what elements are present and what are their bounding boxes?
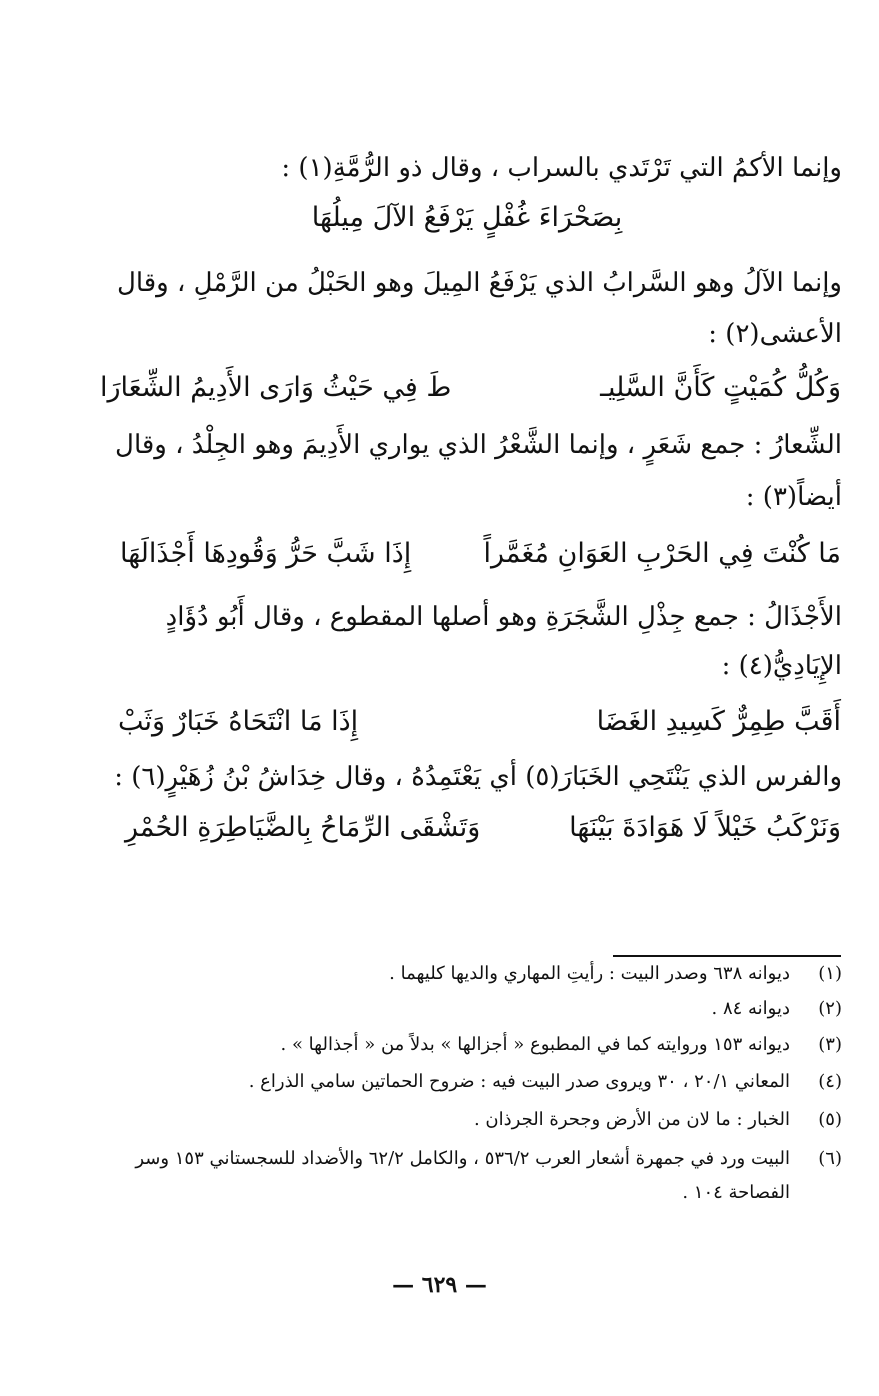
verse-second-hemistich: وَتَشْقَى الرِّمَاحُ بِالضَّيَاطِرَةِ الحُمْرِ [125,812,481,843]
verse-second-hemistich: إِذَا شَبَّ حَرُّ وَقُودِهَا أَجْذَالَهَا [120,538,412,569]
verse-first-hemistich: أَقَبَّ طِمِرٌّ كَسِيدِ الغَضَا [596,706,841,737]
prose-line: الشِّعارُ : جمع شَعَرٍ ، وإنما الشَّعْرُ الذي يواري الأَدِيمَ وهو الجِلْدُ ، وقال [115,430,842,460]
prose-line: والفرس الذي يَنْتَحِي الخَبَارَ(٥) أي يَعْتَمِدُهُ ، وقال خِدَاشُ بْنُ زُهَيْرٍ(٦) : [114,762,842,792]
footnote-text: البيت ورد في جمهرة أشعار العرب ٥٣٦/٢ ، والكامل ٦٢/٢ والأضداد للسجستاني ١٥٣ وسر [135,1148,790,1169]
footnote-text: المعاني ٢٠/١ ، ٣٠ ويروى صدر البيت فيه : ضروح الحماتين سامي الذراع . [248,1071,790,1092]
verse-first-hemistich: وَكُلُّ كُمَيْتٍ كَأَنَّ السَّلِيـ [600,372,841,403]
prose-line: أيضاً(٣) : [745,482,842,512]
footnote-number: (٢) [818,998,842,1019]
footnote-number: (٤) [818,1071,842,1092]
verse-second-hemistich: إِذَا مَا انْتَحَاهُ خَبَارٌ وَثَبْ [118,706,359,737]
page-number: — ٦٢٩ — [392,1272,487,1298]
footnote-number: (٥) [818,1109,842,1130]
footnote-text: ديوانه ٦٣٨ وصدر البيت : رأيتِ المهاري والديها كليهما . [389,963,790,984]
verse-second-hemistich: طَ فِي حَيْثُ وَارَى الأَدِيمُ الشِّعَارَا [100,372,452,403]
footnote-number: (٣) [818,1034,842,1055]
footnote-number: (١) [818,963,842,984]
prose-line: وإنما الآلُ وهو السَّرابُ الذي يَرْفَعُ المِيلَ وهو الحَبْلُ من الرَّمْلِ ، وقال [116,268,842,298]
footnote-text: الخبار : ما لان من الأرض وجحرة الجرذان . [473,1109,790,1130]
footnote-number: (٦) [818,1148,842,1169]
verse-first-hemistich: مَا كُنْتَ فِي الحَرْبِ العَوَانِ مُغَمَّراً [483,538,841,569]
footnote-text: ديوانه ١٥٣ وروايته كما في المطبوع « أجزالها » بدلاً من « أجذالها » . [280,1034,790,1055]
prose-line: الإِيَادِيُّ(٤) : [721,651,842,681]
prose-line: الأَجْذَالُ : جمع جِذْلِ الشَّجَرَةِ وهو أصلها المقطوع ، وقال أَبُو دُؤَادٍ [165,602,842,632]
verse-line: بِصَحْرَاءَ غُفْلٍ يَرْفَعُ الآلَ مِيلُهَا [311,202,623,233]
footnote-separator [613,955,841,957]
prose-line: وإنما الأكمُ التي تَرْتَدي بالسراب ، وقال ذو الرُّمَّةِ(١) : [281,153,842,183]
footnote-text: الفصاحة ١٠٤ . [682,1182,790,1203]
footnote-text: ديوانه ٨٤ . [711,998,790,1019]
prose-line: الأعشى(٢) : [708,319,842,349]
verse-first-hemistich: وَنَرْكَبُ خَيْلاً لَا هَوَادَةَ بَيْنَهَا [569,812,841,843]
